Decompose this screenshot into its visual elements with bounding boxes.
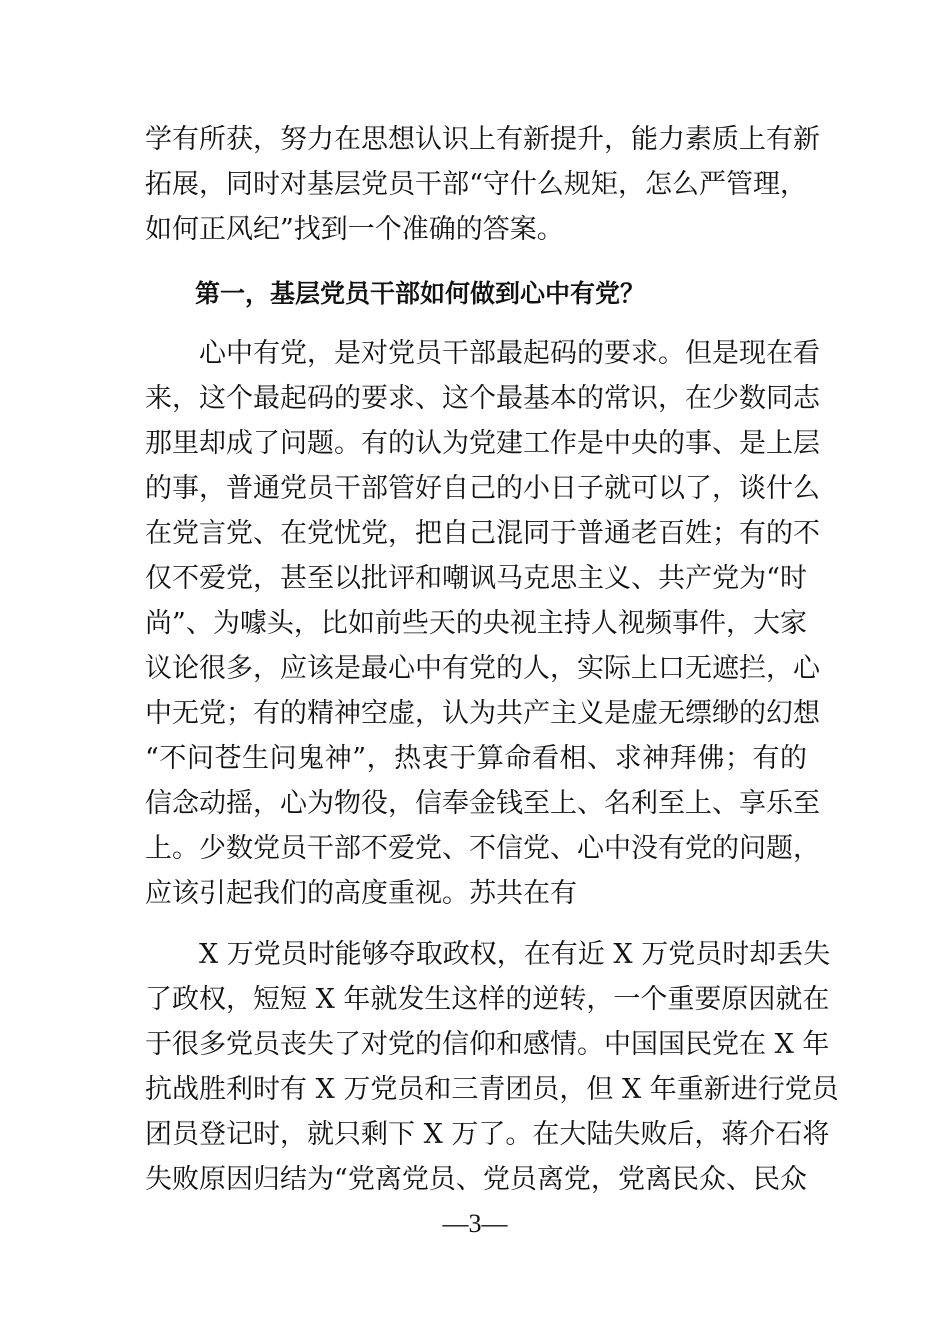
paragraph-line: 在党言党、在党忧党，把自己混同于普通老百姓；有的不 (145, 518, 820, 549)
paragraph-line: 了政权，短短 X 年就发生这样的逆转，一个重要原因就在 (145, 984, 830, 1015)
paragraph-line: 失败原因归结为“党离党员、党员离党，党离民众、民众 (145, 1164, 807, 1195)
paragraph-line: 于很多党员丧失了对党的信仰和感情。中国国民党在 X 年 (145, 1029, 830, 1060)
paragraph-line: 心中有党，是对党员干部最起码的要求。但是现在看 (199, 338, 820, 369)
page-number: —3— (442, 1209, 508, 1238)
paragraph-line: 中无党；有的精神空虚，认为共产主义是虚无缥缈的幻想 (145, 698, 820, 729)
section-heading: 第一，基层党员干部如何做到心中有党？ (195, 279, 646, 308)
paragraph-line: 拓展，同时对基层党员干部“守什么规矩，怎么严管理， (145, 169, 807, 200)
paragraph-line: 那里却成了问题。有的认为党建工作是中央的事、是上层 (145, 428, 820, 459)
paragraph-line: 尚”、为噱头，比如前些天的央视主持人视频事件，大家 (145, 608, 807, 639)
paragraph-line: X 万党员时能够夺取政权，在有近 X 万党员时却丢失 (199, 939, 831, 970)
paragraph-line: 抗战胜利时有 X 万党员和三青团员，但 X 年重新进行党员 (145, 1074, 839, 1105)
paragraph-line: 学有所获，努力在思想认识上有新提升，能力素质上有新 (145, 124, 820, 155)
paragraph-line: 应该引起我们的高度重视。苏共在有 (145, 878, 577, 909)
paragraph-line: 仅不爱党，甚至以批评和嘲讽马克思主义、共产党为“时 (145, 563, 807, 594)
paragraph-line: 如何正风纪”找到一个准确的答案。 (145, 214, 564, 245)
paragraph-line: 团员登记时，就只剩下 X 万了。在大陆失败后，蒋介石将 (145, 1119, 830, 1150)
paragraph-line: 来，这个最起码的要求、这个最基本的常识，在少数同志 (145, 383, 820, 414)
paragraph-line: 的事，普通党员干部管好自己的小日子就可以了，谈什么 (145, 473, 820, 504)
paragraph-line: 上。少数党员干部不爱党、不信党、心中没有党的问题， (145, 833, 820, 864)
paragraph-line: 议论很多，应该是最心中有党的人，实际上口无遮拦，心 (145, 653, 820, 684)
paragraph-line: “不问苍生问鬼神”，热衷于算命看相、求神拜佛；有的 (145, 743, 807, 774)
paragraph-line: 信念动摇，心为物役，信奉金钱至上、名利至上、享乐至 (145, 788, 820, 819)
